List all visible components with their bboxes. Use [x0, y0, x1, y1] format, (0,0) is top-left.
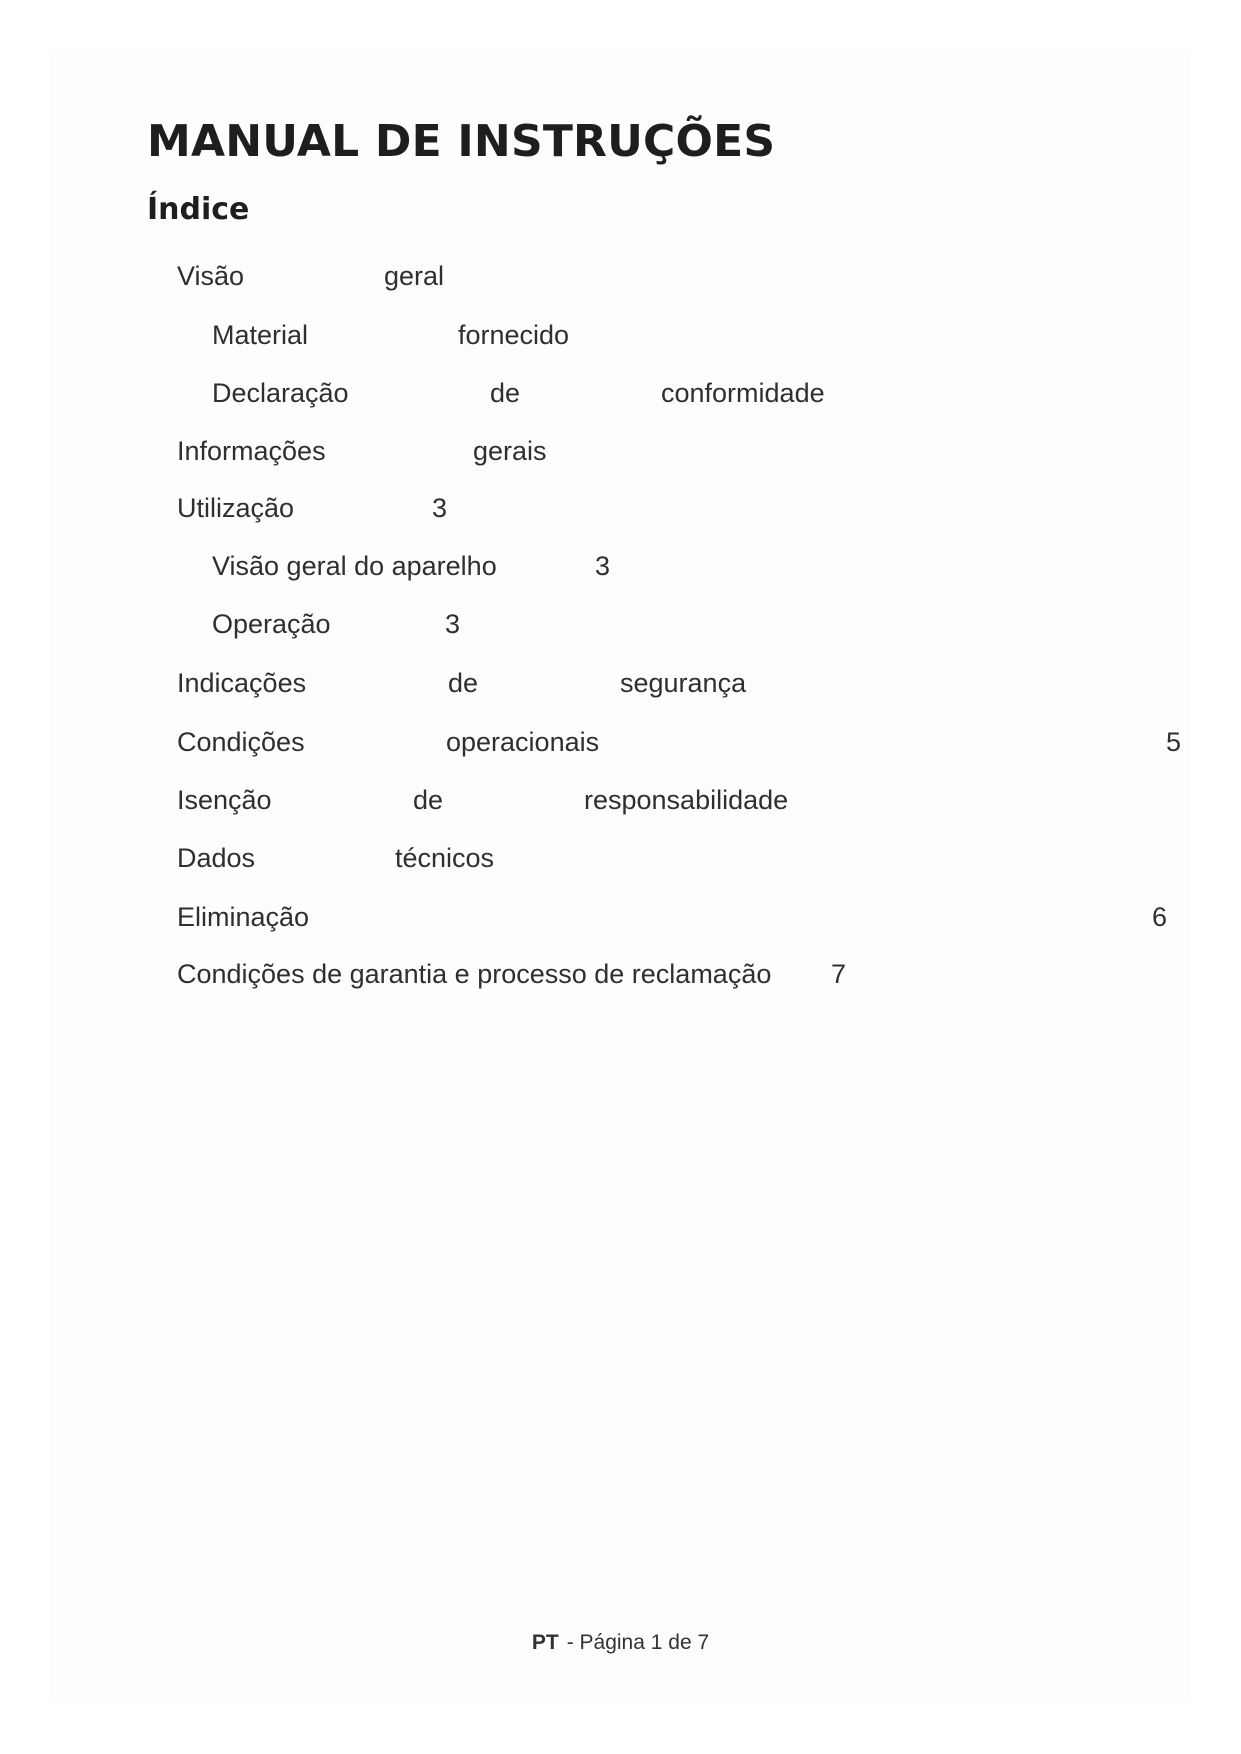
- toc-entry-text: fornecido: [458, 320, 570, 350]
- toc-entry-text: de: [490, 378, 521, 408]
- toc-entry-material-fornecido[interactable]: [212, 315, 1241, 355]
- toc-entry-text: Visão: [177, 261, 245, 291]
- toc-entry-text: de: [448, 668, 479, 698]
- toc-entry-dados-tecnicos[interactable]: [177, 838, 1241, 878]
- toc-entry-text: Isenção: [177, 785, 272, 815]
- toc-entry-text: Dados: [177, 843, 256, 873]
- toc-entry-text: conformidade: [661, 378, 825, 408]
- toc-entry-text: Indicações: [177, 668, 307, 698]
- toc-entry-text: operacionais: [446, 727, 600, 757]
- toc-entry-text: técnicos: [395, 843, 495, 873]
- toc-entry-text: responsabilidade: [584, 785, 789, 815]
- toc-entry-text: Material: [212, 320, 309, 350]
- toc-entry-text: segurança: [620, 668, 747, 698]
- toc-entry-isencao-responsabilidade[interactable]: [177, 780, 1241, 820]
- toc-entry-text: Operação: [212, 609, 331, 639]
- toc-entry-text: Condições de garantia e processo de reclamação: [177, 959, 772, 989]
- toc-entry-indicacoes-seguranca[interactable]: [177, 663, 1241, 703]
- toc-entry-text: Declaração: [212, 378, 349, 408]
- toc-entry-informacoes-gerais[interactable]: [177, 431, 1241, 471]
- toc-entry-declaracao-conformidade[interactable]: [212, 373, 1241, 413]
- toc-entry-visao-geral-aparelho[interactable]: [212, 546, 1241, 586]
- document-title: MANUAL DE INSTRUÇÕES: [147, 116, 776, 167]
- toc-heading: Índice: [147, 192, 250, 227]
- toc-entry-text: de: [413, 785, 444, 815]
- toc-entry-page-number: 3: [432, 493, 448, 523]
- toc-entry-text: geral: [384, 261, 445, 291]
- toc-entry-text: Visão geral do aparelho: [212, 551, 497, 581]
- toc-entry-text: Eliminação: [177, 902, 310, 932]
- toc-entry-visao-geral[interactable]: [177, 256, 1241, 296]
- footer-page-number: - Página 1 de 7: [566, 1631, 710, 1654]
- toc-entry-text: Utilização: [177, 493, 295, 523]
- toc-entry-page-number: 3: [595, 551, 611, 581]
- toc-entry-text: Condições: [177, 727, 305, 757]
- toc-entry-page-number: 7: [831, 959, 847, 989]
- toc-entry-page-number: 5: [1166, 727, 1182, 757]
- toc-entry-page-number: 3: [445, 609, 461, 639]
- page-footer: [0, 1628, 1241, 1658]
- toc-entry-condicoes-garantia[interactable]: [177, 954, 1241, 994]
- toc-entry-text: gerais: [473, 436, 547, 466]
- toc-entry-utilizacao[interactable]: [177, 488, 1241, 528]
- footer-language-code: PT: [531, 1631, 559, 1654]
- toc-entry-page-number: 6: [1152, 902, 1168, 932]
- toc-entry-condicoes-operacionais[interactable]: [177, 722, 1241, 762]
- toc-entry-text: Informações: [177, 436, 326, 466]
- toc-entry-eliminacao[interactable]: [177, 897, 1241, 937]
- toc-entry-operacao[interactable]: [212, 604, 1241, 644]
